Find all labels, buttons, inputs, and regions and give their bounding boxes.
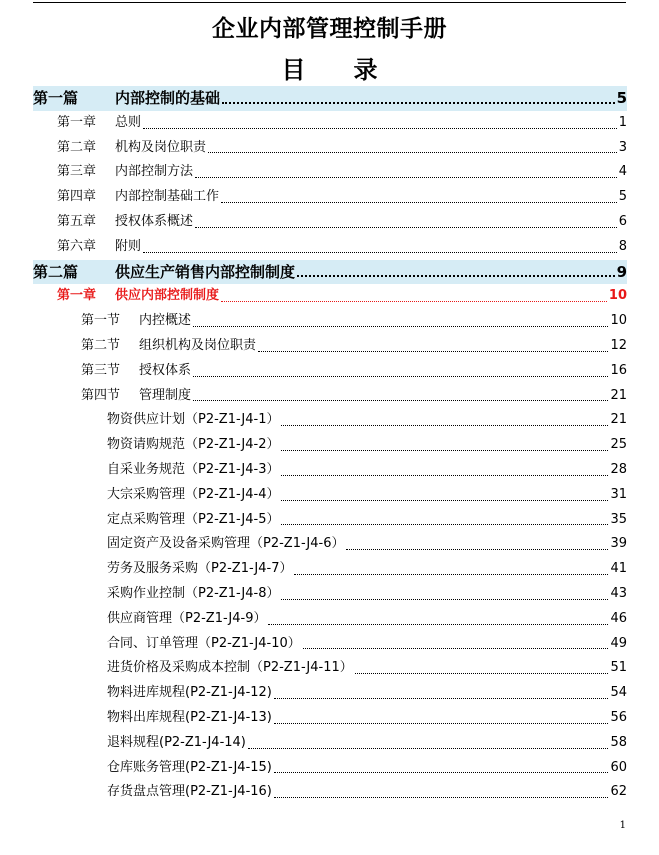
toc-entry-number: 第四节 <box>81 387 121 403</box>
toc-entry-number: 第五章 <box>57 213 97 229</box>
toc-entry-page: 21 <box>610 412 627 428</box>
toc-entry-number: 第二节 <box>81 337 121 353</box>
toc-entry-item[interactable] <box>33 408 627 433</box>
toc-entry-section[interactable] <box>33 309 627 334</box>
toc-leader-dots <box>193 376 608 377</box>
toc-entry-title: 授权体系概述 <box>115 213 194 229</box>
toc-entry-chapter[interactable] <box>33 160 627 185</box>
toc-entry-page: 51 <box>610 660 627 676</box>
toc-entry-title: 机构及岗位职责 <box>115 139 207 155</box>
toc-leader-dots <box>303 648 609 649</box>
toc-entry-item[interactable] <box>33 433 627 458</box>
toc-leader-dots <box>143 128 617 129</box>
toc-leader-dots <box>281 475 608 476</box>
toc-entry-chapter[interactable] <box>33 136 627 161</box>
toc-entry-title: 授权体系 <box>139 362 192 378</box>
toc-entry-page: 35 <box>610 511 627 527</box>
toc-entry-title: 总则 <box>115 114 142 130</box>
toc-entry-title: 进货价格及采购成本控制（P2-Z1-J4-11） <box>107 660 353 676</box>
toc-entry-item[interactable] <box>33 731 627 756</box>
toc-entry-item[interactable] <box>33 582 627 607</box>
toc-entry-number: 第一章 <box>57 114 97 130</box>
toc-entry-section[interactable] <box>33 384 627 409</box>
toc-entry-page: 5 <box>616 89 627 107</box>
toc-leader-dots <box>274 772 609 773</box>
toc-entry-number: 第一节 <box>81 313 121 329</box>
toc-entry-title: 定点采购管理（P2-Z1-J4-5） <box>107 511 280 527</box>
toc-entry-title: 内控概述 <box>139 313 192 329</box>
toc-entry-page: 60 <box>610 759 627 775</box>
toc-entry-title: 组织机构及岗位职责 <box>139 337 257 353</box>
toc-entry-part[interactable] <box>33 86 627 111</box>
toc-entry-item[interactable] <box>33 780 627 805</box>
toc-entry-section[interactable] <box>33 359 627 384</box>
toc-leader-dots <box>268 624 608 625</box>
toc-entry-title: 内部控制的基础 <box>115 89 221 107</box>
toc-entry-page: 9 <box>616 262 627 281</box>
toc-entry-chapter[interactable] <box>33 210 627 235</box>
toc-entry-item[interactable] <box>33 706 627 731</box>
toc-entry-page: 25 <box>610 437 627 453</box>
toc-entry-page: 62 <box>610 784 627 800</box>
toc-entry-title: 物料进库规程(P2-Z1-J4-12) <box>107 685 272 701</box>
toc-entry-item[interactable] <box>33 756 627 781</box>
toc-entry-number: 第四章 <box>57 189 97 205</box>
toc-entry-part[interactable] <box>33 260 627 285</box>
toc-leader-dots <box>221 301 607 302</box>
toc-leader-dots <box>281 599 608 600</box>
toc-entry-title: 存货盘点管理(P2-Z1-J4-16) <box>107 784 272 800</box>
toc-entry-page: 28 <box>610 461 627 477</box>
toc-entry-item[interactable] <box>33 483 627 508</box>
toc-leader-dots <box>281 500 608 501</box>
toc-entry-title: 固定资产及设备采购管理（P2-Z1-J4-6） <box>107 536 345 552</box>
toc-entry-page: 21 <box>610 387 627 403</box>
toc-entry-page: 3 <box>618 139 627 155</box>
toc-entry-page: 1 <box>618 114 627 130</box>
toc-entry-title: 供应商管理（P2-Z1-J4-9） <box>107 610 267 626</box>
toc-leader-dots <box>355 673 609 674</box>
toc-entry-title: 内部控制方法 <box>115 164 194 180</box>
toc-entry-title: 物资请购规范（P2-Z1-J4-2） <box>107 437 280 453</box>
toc-entry-title: 供应生产销售内部控制制度 <box>115 262 296 281</box>
toc-entry-title: 合同、订单管理（P2-Z1-J4-10） <box>107 635 301 651</box>
toc-entry-chapter[interactable] <box>33 185 627 210</box>
toc-entry-page: 8 <box>618 238 627 254</box>
toc-entry-title: 仓库账务管理(P2-Z1-J4-15) <box>107 759 272 775</box>
toc-leader-dots <box>143 252 617 253</box>
toc-entry-page: 6 <box>618 213 627 229</box>
toc-entry-number: 第二篇 <box>33 262 79 281</box>
toc-entry-item[interactable] <box>33 458 627 483</box>
toc-leader-dots <box>248 748 609 749</box>
toc-entry-item[interactable] <box>33 557 627 582</box>
toc-entry-page: 31 <box>610 486 627 502</box>
toc-entry-item[interactable] <box>33 532 627 557</box>
toc-entry-page: 16 <box>610 362 627 378</box>
toc-entry-title: 采购作业控制（P2-Z1-J4-8） <box>107 585 280 601</box>
page-number: 1 <box>619 820 626 831</box>
toc-entry-section[interactable] <box>33 334 627 359</box>
toc-entry-page: 43 <box>610 585 627 601</box>
toc-entry-item[interactable] <box>33 656 627 681</box>
toc-entry-item[interactable] <box>33 632 627 657</box>
toc-entry-title: 自采业务规范（P2-Z1-J4-3） <box>107 461 280 477</box>
toc-entry-item[interactable] <box>33 508 627 533</box>
toc-entry-title: 大宗采购管理（P2-Z1-J4-4） <box>107 486 280 502</box>
toc-entry-title: 管理制度 <box>139 387 192 403</box>
toc-leader-dots <box>274 698 609 699</box>
toc-entry-title: 退料规程(P2-Z1-J4-14) <box>107 734 246 750</box>
toc-entry-page: 39 <box>610 536 627 552</box>
toc-entry-title: 附则 <box>115 238 142 254</box>
toc-leader-dots <box>274 723 609 724</box>
toc-leader-dots <box>281 425 608 426</box>
toc-entry-title: 物料出库规程(P2-Z1-J4-13) <box>107 709 272 725</box>
toc-entry-page: 46 <box>610 610 627 626</box>
toc-leader-dots <box>208 152 617 153</box>
toc-entry-chapter-red[interactable] <box>33 284 627 309</box>
toc-leader-dots <box>281 450 608 451</box>
document-title: 企业内部管理控制手册 <box>212 16 447 42</box>
toc-entry-page: 58 <box>610 734 627 750</box>
toc-entry-page: 56 <box>610 709 627 725</box>
toc-entry-number: 第三章 <box>57 164 97 180</box>
toc-entry-number: 第六章 <box>57 238 97 254</box>
toc-leader-dots <box>281 524 608 525</box>
toc-entry-title: 劳务及服务采购（P2-Z1-J4-7） <box>107 561 293 577</box>
toc-leader-dots <box>193 326 608 327</box>
toc-leader-dots <box>297 275 615 277</box>
toc-entry-page: 12 <box>610 337 627 353</box>
table-of-contents <box>33 86 627 805</box>
toc-leader-dots <box>258 351 608 352</box>
toc-entry-title: 供应内部控制制度 <box>115 288 220 304</box>
toc-leader-dots <box>221 202 617 203</box>
toc-leader-dots <box>193 400 608 401</box>
toc-entry-chapter[interactable] <box>33 111 627 136</box>
toc-entry-page: 41 <box>610 561 627 577</box>
toc-leader-dots <box>294 574 608 575</box>
toc-entry-number: 第二章 <box>57 139 97 155</box>
header-rule <box>33 2 626 3</box>
toc-leader-dots <box>346 549 608 550</box>
toc-entry-item[interactable] <box>33 681 627 706</box>
toc-entry-title: 物资供应计划（P2-Z1-J4-1） <box>107 412 280 428</box>
toc-leader-dots <box>195 177 617 178</box>
toc-heading: 目 录 <box>281 56 378 84</box>
toc-entry-page: 49 <box>610 635 627 651</box>
toc-entry-number: 第一章 <box>57 288 97 304</box>
toc-entry-chapter[interactable] <box>33 235 627 260</box>
toc-entry-number: 第三节 <box>81 362 121 378</box>
toc-entry-page: 54 <box>610 685 627 701</box>
toc-leader-dots <box>274 797 609 798</box>
toc-leader-dots <box>195 227 617 228</box>
toc-leader-dots <box>222 102 615 104</box>
toc-entry-item[interactable] <box>33 607 627 632</box>
toc-entry-page: 5 <box>618 189 627 205</box>
toc-entry-page: 10 <box>610 313 627 329</box>
toc-entry-page: 4 <box>618 164 627 180</box>
toc-entry-title: 内部控制基础工作 <box>115 189 220 205</box>
toc-entry-page: 10 <box>608 288 627 304</box>
toc-entry-number: 第一篇 <box>33 89 79 107</box>
